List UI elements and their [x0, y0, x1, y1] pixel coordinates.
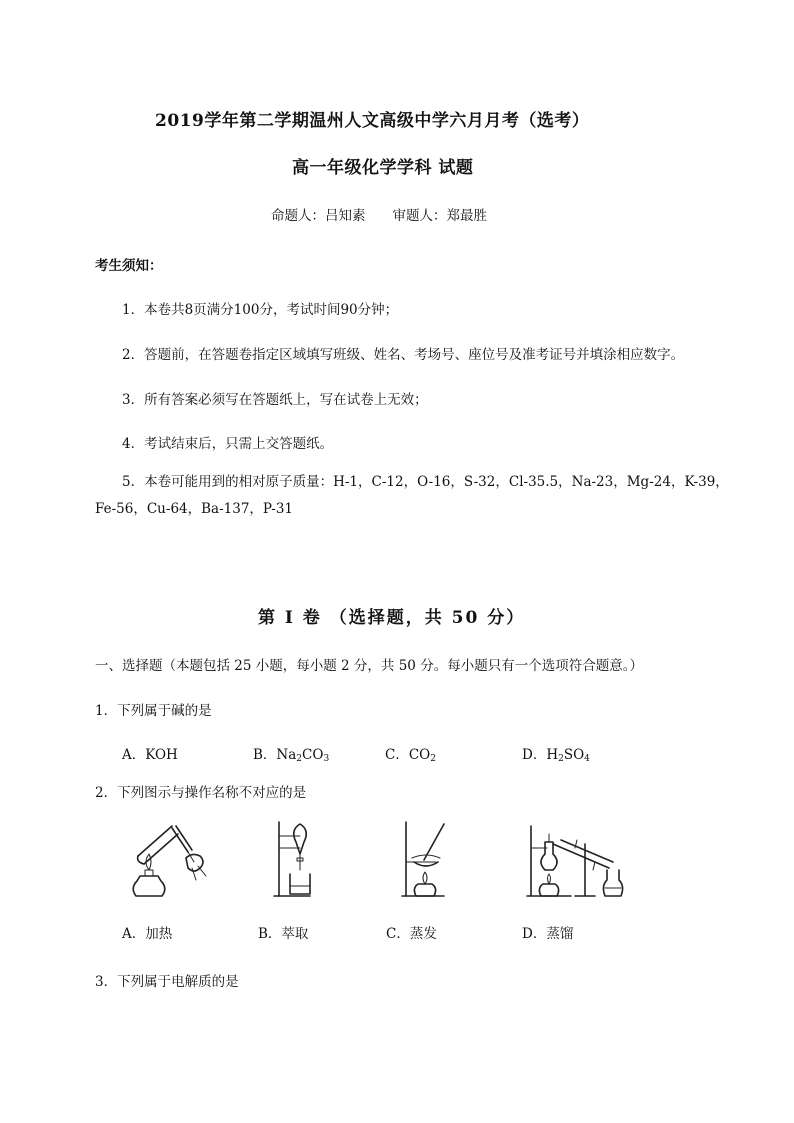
- exam-subtitle: 高一年级化学学科 试题: [292, 158, 474, 178]
- section-instruction: 一、选择题（本题包括 25 小题，每小题 2 分，共 50 分。每小题只有一个选项符合题意。）: [95, 658, 643, 674]
- option-b: B．$Na_2CO_3$: [253, 747, 330, 764]
- notice-item: 2．答题前，在答题卷指定区域填写班级、姓名、考场号、座位号及准考证号并填涂相应数字。: [122, 347, 685, 363]
- heating-apparatus-figure: [128, 818, 210, 900]
- option-a: A．KOH: [122, 747, 178, 763]
- question-stem: 3．下列属于电解质的是: [95, 974, 239, 990]
- section-title: 第 I 卷 （选择题，共 50 分）: [258, 608, 526, 628]
- notice-item: 4．考试结束后，只需上交答题纸。: [122, 436, 334, 452]
- option-b: B．萃取: [258, 926, 309, 942]
- notice-item: 1．本卷共8页满分100分，考试时间90分钟；: [122, 302, 399, 318]
- option-d: D．$H_2SO_4$: [522, 747, 590, 764]
- notice-item-continued: Fe-56，Cu-64，Ba-137，P-31: [95, 501, 294, 517]
- question-stem: 1．下列属于碱的是: [95, 703, 212, 719]
- exam-title: 2019学年第二学期温州人文高级中学六月月考（选考）: [155, 111, 590, 131]
- separatory-funnel-figure: [270, 818, 326, 900]
- option-d: D．蒸馏: [522, 926, 574, 942]
- notice-item: 5．本卷可能用到的相对原子质量：H-1，C-12，O-16，S-32，Cl-35.5，Na-23，Mg-24，K-39，: [122, 474, 729, 490]
- authors-line: 命题人：吕知素 审题人：郑最胜: [271, 208, 487, 224]
- option-c: C．蒸发: [386, 926, 437, 942]
- option-c: C．$CO_2$: [385, 747, 436, 764]
- distillation-figure: [525, 822, 625, 900]
- notice-item: 3．所有答案必须写在答题纸上，写在试卷上无效；: [122, 392, 428, 408]
- option-a: A．加热: [122, 926, 173, 942]
- evaporation-figure: [396, 818, 456, 900]
- question-stem: 2．下列图示与操作名称不对应的是: [95, 785, 307, 801]
- notice-heading: 考生须知：: [95, 258, 163, 274]
